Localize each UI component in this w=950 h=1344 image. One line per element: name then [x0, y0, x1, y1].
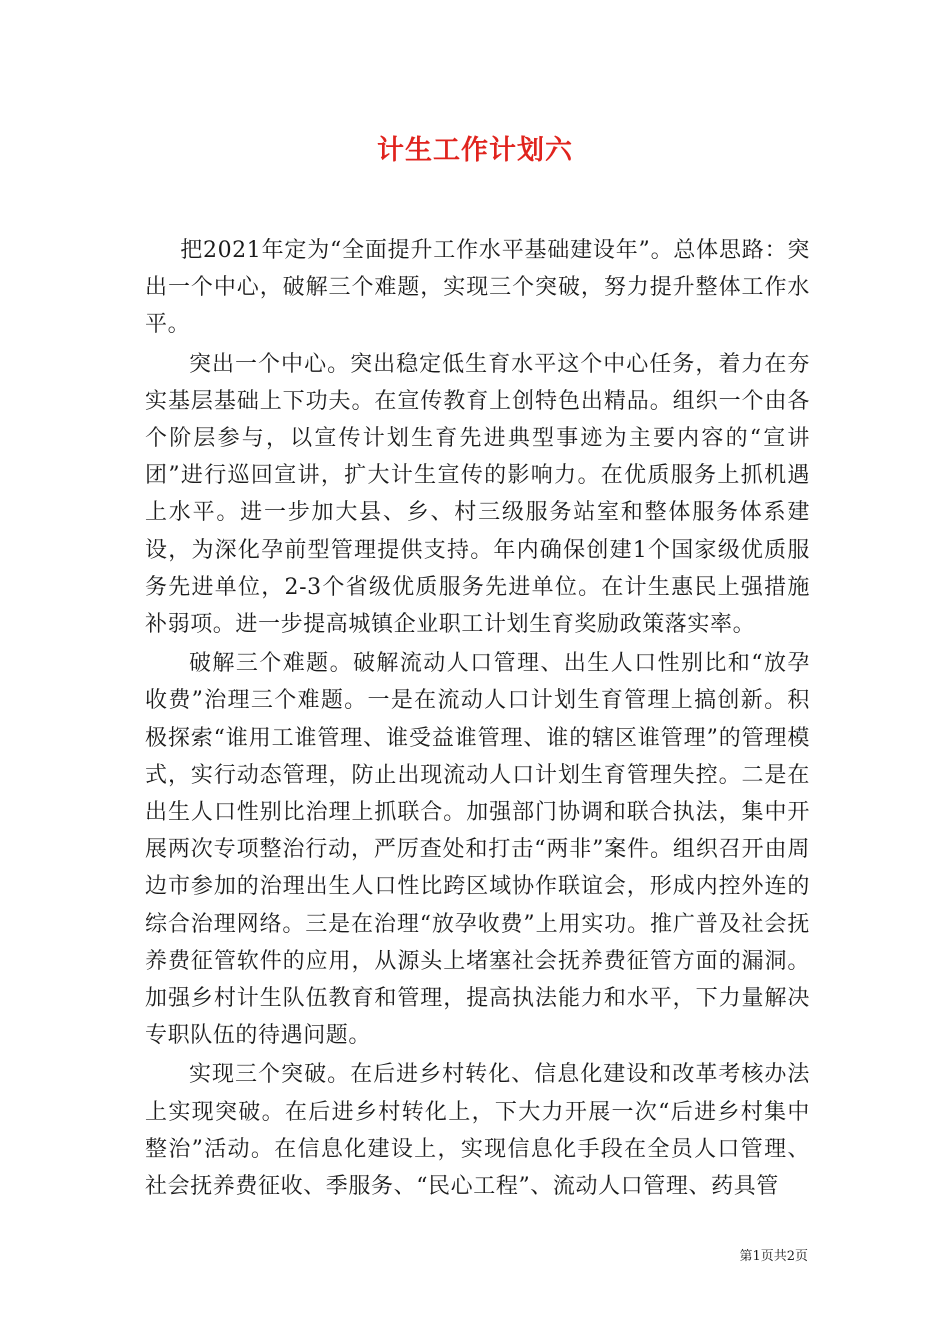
paragraph-center: 突出一个中心。突出稳定低生育水平这个中心任务，着力在夯实基层基础上下功夫。在宣传教育上创特色出精品。组织一个由各个阶层参与，以宣传计划生育先进典型事迹为主要内容的“宣讲团”进行巡回宣讲，扩大计生宣传的影响力。在优质服务上抓机遇上水平。进一步加大县、乡、村三级服务站室和整体服务体系建设，为深化孕前型管理提供支持。年内确保创建1个国家级优质服务先进单位，2-3个省级优质服务先进单位。在计生惠民上强措施补弱项。进一步提高城镇企业职工计划生育奖励政策落实率。	[145, 351, 810, 638]
paragraph-intro: 把2021年定为“全面提升工作水平基础建设年”。总体思路：突出一个中心，破解三个难题，实现三个突破，努力提升整体工作水平。	[145, 238, 810, 338]
page-number-footer: 第1页共2页	[739, 1249, 808, 1264]
paragraph-breakthroughs: 实现三个突破。在后进乡村转化、信息化建设和改革考核办法上实现突破。在后进乡村转化上，下大力开展一次“后进乡村集中整治”活动。在信息化建设上，实现信息化手段在全员人口管理、社会抚养费征收、季服务、“民心工程”、流动人口管理、药具管	[145, 1062, 810, 1200]
document-body	[145, 232, 810, 1207]
document-title: 计生工作计划六	[377, 135, 573, 166]
paragraph-problems: 破解三个难题。破解流动人口管理、出生人口性别比和“放孕收费”治理三个难题。一是在流动人口计划生育管理上搞创新。积极探索“谁用工谁管理、谁受益谁管理、谁的辖区谁管理”的管理模式，实行动态管理，防止出现流动人口计划生育管理失控。二是在出生人口性别比治理上抓联合。加强部门协调和联合执法，集中开展两次专项整治行动，严厉查处和打击“两非”案件。组织召开由周边市参加的治理出生人口性比跨区域协作联谊会，形成内控外连的综合治理网络。三是在治理“放孕收费”上用实功。推广普及社会抚养费征管软件的应用，从源头上堵塞社会抚养费征管方面的漏洞。加强乡村计生队伍教育和管理，提高执法能力和水平，下力量解决专职队伍的待遇问题。	[145, 651, 810, 1049]
